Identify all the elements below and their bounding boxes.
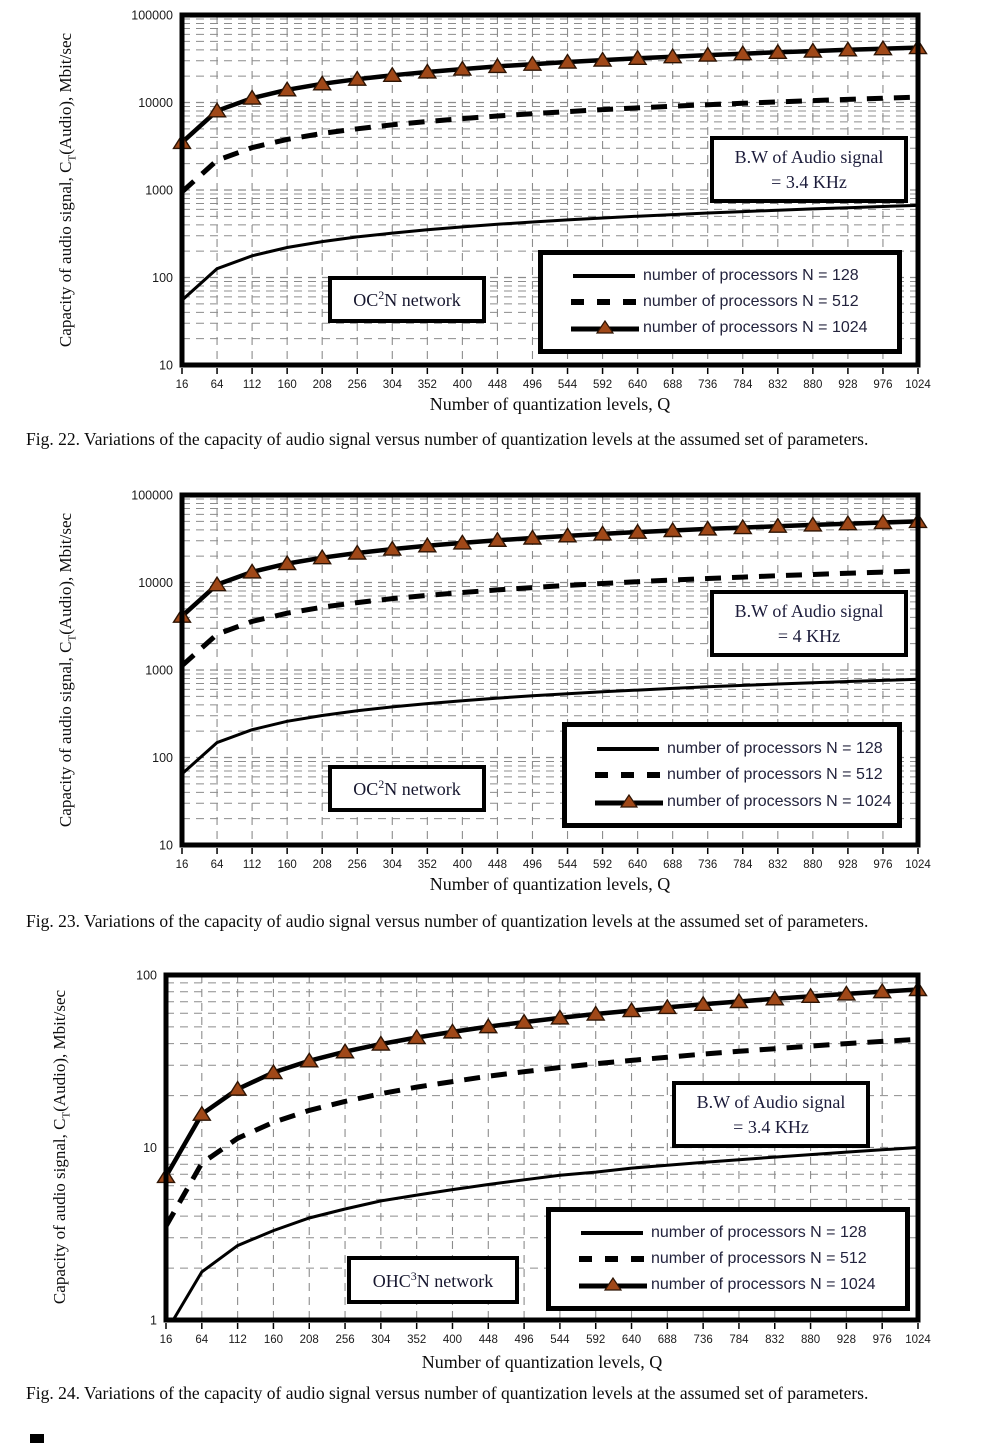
x-axis-ticks — [160, 1323, 932, 1346]
x-tick-label: 688 — [657, 1334, 677, 1346]
y-title-sub: T — [66, 154, 79, 162]
fig24-legend — [546, 1207, 910, 1311]
x-tick-label: 400 — [452, 379, 472, 391]
x-tick-label: 448 — [478, 1334, 498, 1346]
x-tick-label: 352 — [417, 859, 437, 871]
figure-22 — [0, 0, 1003, 480]
x-tick-label: 1024 — [905, 859, 931, 871]
y-tick-label: 1000 — [145, 183, 173, 198]
y-title-text2: (Audio), Mbit/sec — [50, 989, 69, 1112]
x-tick-label: 592 — [586, 1334, 606, 1346]
x-tick-label: 736 — [693, 1334, 713, 1346]
x-tick-label: 64 — [210, 859, 224, 871]
fig23-x-axis-title: Number of quantization levels, Q — [429, 874, 671, 894]
x-tick-label: 208 — [299, 1334, 319, 1346]
x-tick-label: 784 — [733, 859, 753, 871]
x-tick-label: 832 — [768, 859, 788, 871]
x-tick-label: 64 — [195, 1334, 209, 1346]
y-title-text2: (Audio), Mbit/sec — [56, 512, 75, 635]
legend-item-n512 — [593, 766, 897, 784]
x-tick-label: 16 — [175, 859, 189, 871]
bw-line1: B.W of Audio signal — [734, 601, 884, 622]
y-axis-tick-labels — [131, 9, 173, 373]
x-tick-label: 304 — [382, 379, 402, 391]
fig24-y-axis-title — [50, 973, 72, 1321]
network-label: OHC$^3$N network — [372, 1268, 494, 1291]
x-tick-label: 640 — [621, 1334, 642, 1346]
legend-item-n512 — [577, 1250, 905, 1268]
x-tick-label: 1024 — [905, 1334, 931, 1346]
legend-label: number of processors N = 1024 — [643, 319, 868, 336]
legend-item-n128 — [569, 267, 897, 285]
x-tick-label: 784 — [733, 379, 753, 391]
x-tick-label: 592 — [592, 859, 613, 871]
legend-label: number of processors N = 128 — [643, 267, 859, 284]
x-tick-label: 688 — [663, 859, 683, 871]
y-tick-label: 10000 — [138, 96, 173, 110]
x-tick-label: 640 — [628, 379, 648, 391]
x-tick-label: 112 — [242, 379, 262, 391]
y-tick-label: 100 — [152, 271, 173, 285]
fig22-y-axis-title — [56, 14, 78, 366]
x-tick-label: 256 — [347, 379, 367, 391]
x-tick-label: 544 — [550, 1334, 570, 1346]
x-tick-label: 160 — [263, 1334, 284, 1346]
legend-line-triangle-icon — [593, 794, 665, 810]
legend-item-n1024 — [593, 793, 897, 811]
legend-label: number of processors N = 128 — [651, 1224, 867, 1241]
figure-24 — [0, 960, 1003, 1443]
x-tick-label: 64 — [210, 379, 224, 391]
x-tick-label: 880 — [803, 379, 823, 391]
fig22-legend — [538, 250, 902, 354]
y-tick-label: 100000 — [131, 8, 173, 23]
y-tick-label: 10 — [143, 1141, 157, 1155]
legend-label: number of processors N = 1024 — [651, 1276, 876, 1293]
y-tick-label: 10 — [159, 838, 173, 853]
y-title-sub: T — [60, 1111, 73, 1119]
x-tick-label: 592 — [592, 379, 613, 391]
x-tick-label: 160 — [277, 379, 297, 391]
fig23-network-label-box — [328, 765, 486, 812]
x-tick-label: 352 — [407, 1334, 427, 1346]
fig23-y-axis-title — [56, 494, 78, 846]
legend-line-solid-thin-icon — [569, 268, 641, 284]
x-tick-label: 640 — [628, 859, 648, 871]
x-tick-label: 544 — [557, 379, 578, 391]
fig22-caption: Fig. 22. Variations of the capacity of audio signal versus number of quantization levels at the assumed set of parameters. — [26, 429, 869, 449]
legend-item-n512 — [569, 293, 897, 311]
x-axis-ticks — [176, 848, 932, 871]
x-tick-label: 832 — [768, 379, 788, 391]
fig24-x-axis-title: Number of quantization levels, Q — [421, 1352, 663, 1372]
fig22-bw-annotation-box — [710, 136, 908, 203]
x-tick-label: 352 — [417, 379, 437, 391]
x-tick-label: 400 — [452, 859, 472, 871]
fig24-network-label-box — [347, 1256, 519, 1304]
x-tick-label: 496 — [522, 379, 543, 391]
x-tick-label: 928 — [838, 859, 858, 871]
legend-line-triangle-icon — [577, 1277, 649, 1293]
legend-label: number of processors N = 128 — [667, 739, 883, 757]
bw-line1: B.W of Audio signal — [734, 147, 884, 168]
x-tick-label: 256 — [335, 1334, 355, 1346]
x-tick-label: 880 — [803, 859, 823, 871]
x-tick-label: 304 — [371, 1334, 391, 1346]
legend-line-dashed-icon — [569, 294, 641, 310]
y-title-sub: T — [66, 634, 79, 642]
y-title-text: Capacity of audio signal, C — [56, 161, 75, 348]
legend-item-n128 — [593, 740, 897, 758]
legend-item-n1024 — [569, 319, 897, 337]
x-axis-ticks — [176, 368, 932, 391]
page-edge-artifact — [30, 1434, 44, 1443]
legend-item-n1024 — [577, 1276, 905, 1294]
x-tick-label: 304 — [382, 859, 402, 871]
x-tick-label: 400 — [442, 1334, 463, 1346]
bw-line2: = 4 KHz — [777, 625, 841, 646]
bw-line1: B.W of Audio signal — [696, 1092, 846, 1113]
network-label: $OC^2N$ network — [353, 777, 461, 799]
x-tick-label: 256 — [347, 859, 367, 871]
legend-line-solid-thin-icon — [593, 741, 665, 757]
fig22-network-label-box — [328, 276, 486, 323]
legend-label: number of processors N = 512 — [667, 766, 883, 783]
x-tick-label: 736 — [698, 859, 718, 871]
y-title-text: Capacity of audio signal, C — [50, 1118, 69, 1305]
x-tick-label: 928 — [838, 379, 858, 391]
x-tick-label: 928 — [836, 1334, 856, 1346]
x-tick-label: 160 — [277, 859, 297, 871]
fig24-bw-annotation-box — [672, 1081, 870, 1148]
y-tick-label: 1000 — [145, 663, 173, 678]
x-tick-label: 448 — [487, 859, 508, 871]
fig23-caption: Fig. 23. Variations of the capacity of audio signal versus number of quantization levels at the assumed set of parameters. — [26, 911, 869, 931]
y-tick-label: 10 — [159, 358, 173, 373]
x-tick-label: 880 — [800, 1334, 821, 1346]
x-tick-label: 496 — [514, 1334, 534, 1346]
fig23-bw-annotation-box — [710, 590, 908, 657]
x-tick-label: 832 — [765, 1334, 785, 1346]
y-tick-label: 10000 — [138, 576, 173, 590]
x-tick-label: 448 — [487, 379, 508, 391]
legend-line-dashed-icon — [577, 1251, 649, 1267]
legend-label: number of processors N = 512 — [651, 1250, 867, 1267]
x-tick-label: 976 — [873, 379, 893, 391]
x-tick-label: 976 — [873, 859, 893, 871]
x-tick-label: 1024 — [905, 379, 931, 391]
legend-line-triangle-icon — [569, 320, 641, 336]
x-tick-label: 16 — [159, 1334, 173, 1346]
x-tick-label: 784 — [729, 1334, 749, 1346]
legend-label: number of processors N = 1024 — [667, 792, 892, 810]
fig24-caption: Fig. 24. Variations of the capacity of audio signal versus number of quantization levels at the assumed set of parameters. — [26, 1383, 869, 1403]
figure-23 — [0, 480, 1003, 960]
legend-label: number of processors N = 512 — [643, 293, 859, 310]
y-tick-label: 100 — [136, 968, 157, 983]
x-tick-label: 976 — [872, 1334, 892, 1346]
x-tick-label: 688 — [663, 379, 683, 391]
x-tick-label: 496 — [522, 859, 543, 871]
y-tick-label: 1 — [150, 1313, 157, 1328]
y-title-text2: (Audio), Mbit/sec — [56, 32, 75, 155]
legend-line-dashed-icon — [593, 767, 665, 783]
bw-line2: = 3.4 KHz — [733, 1116, 809, 1137]
bw-line2: = 3.4 KHz — [771, 171, 847, 192]
x-tick-label: 112 — [242, 859, 262, 871]
x-tick-label: 208 — [312, 379, 332, 391]
y-tick-label: 100 — [152, 751, 173, 765]
fig23-legend — [562, 722, 902, 828]
legend-line-solid-thin-icon — [577, 1225, 649, 1241]
x-tick-label: 208 — [312, 859, 332, 871]
y-axis-tick-labels — [136, 969, 157, 1328]
x-tick-label: 736 — [698, 379, 718, 391]
x-tick-label: 16 — [175, 379, 189, 391]
fig22-x-axis-title: Number of quantization levels, Q — [429, 394, 671, 414]
y-axis-tick-labels — [131, 489, 173, 853]
triangle-markers — [174, 40, 927, 148]
network-label: $OC^2N$ network — [353, 288, 461, 310]
x-tick-label: 544 — [557, 859, 578, 871]
y-tick-label: 100000 — [131, 488, 173, 503]
y-title-text: Capacity of audio signal, C — [56, 641, 75, 828]
x-tick-label: 112 — [228, 1334, 247, 1346]
legend-item-n128 — [577, 1224, 905, 1242]
